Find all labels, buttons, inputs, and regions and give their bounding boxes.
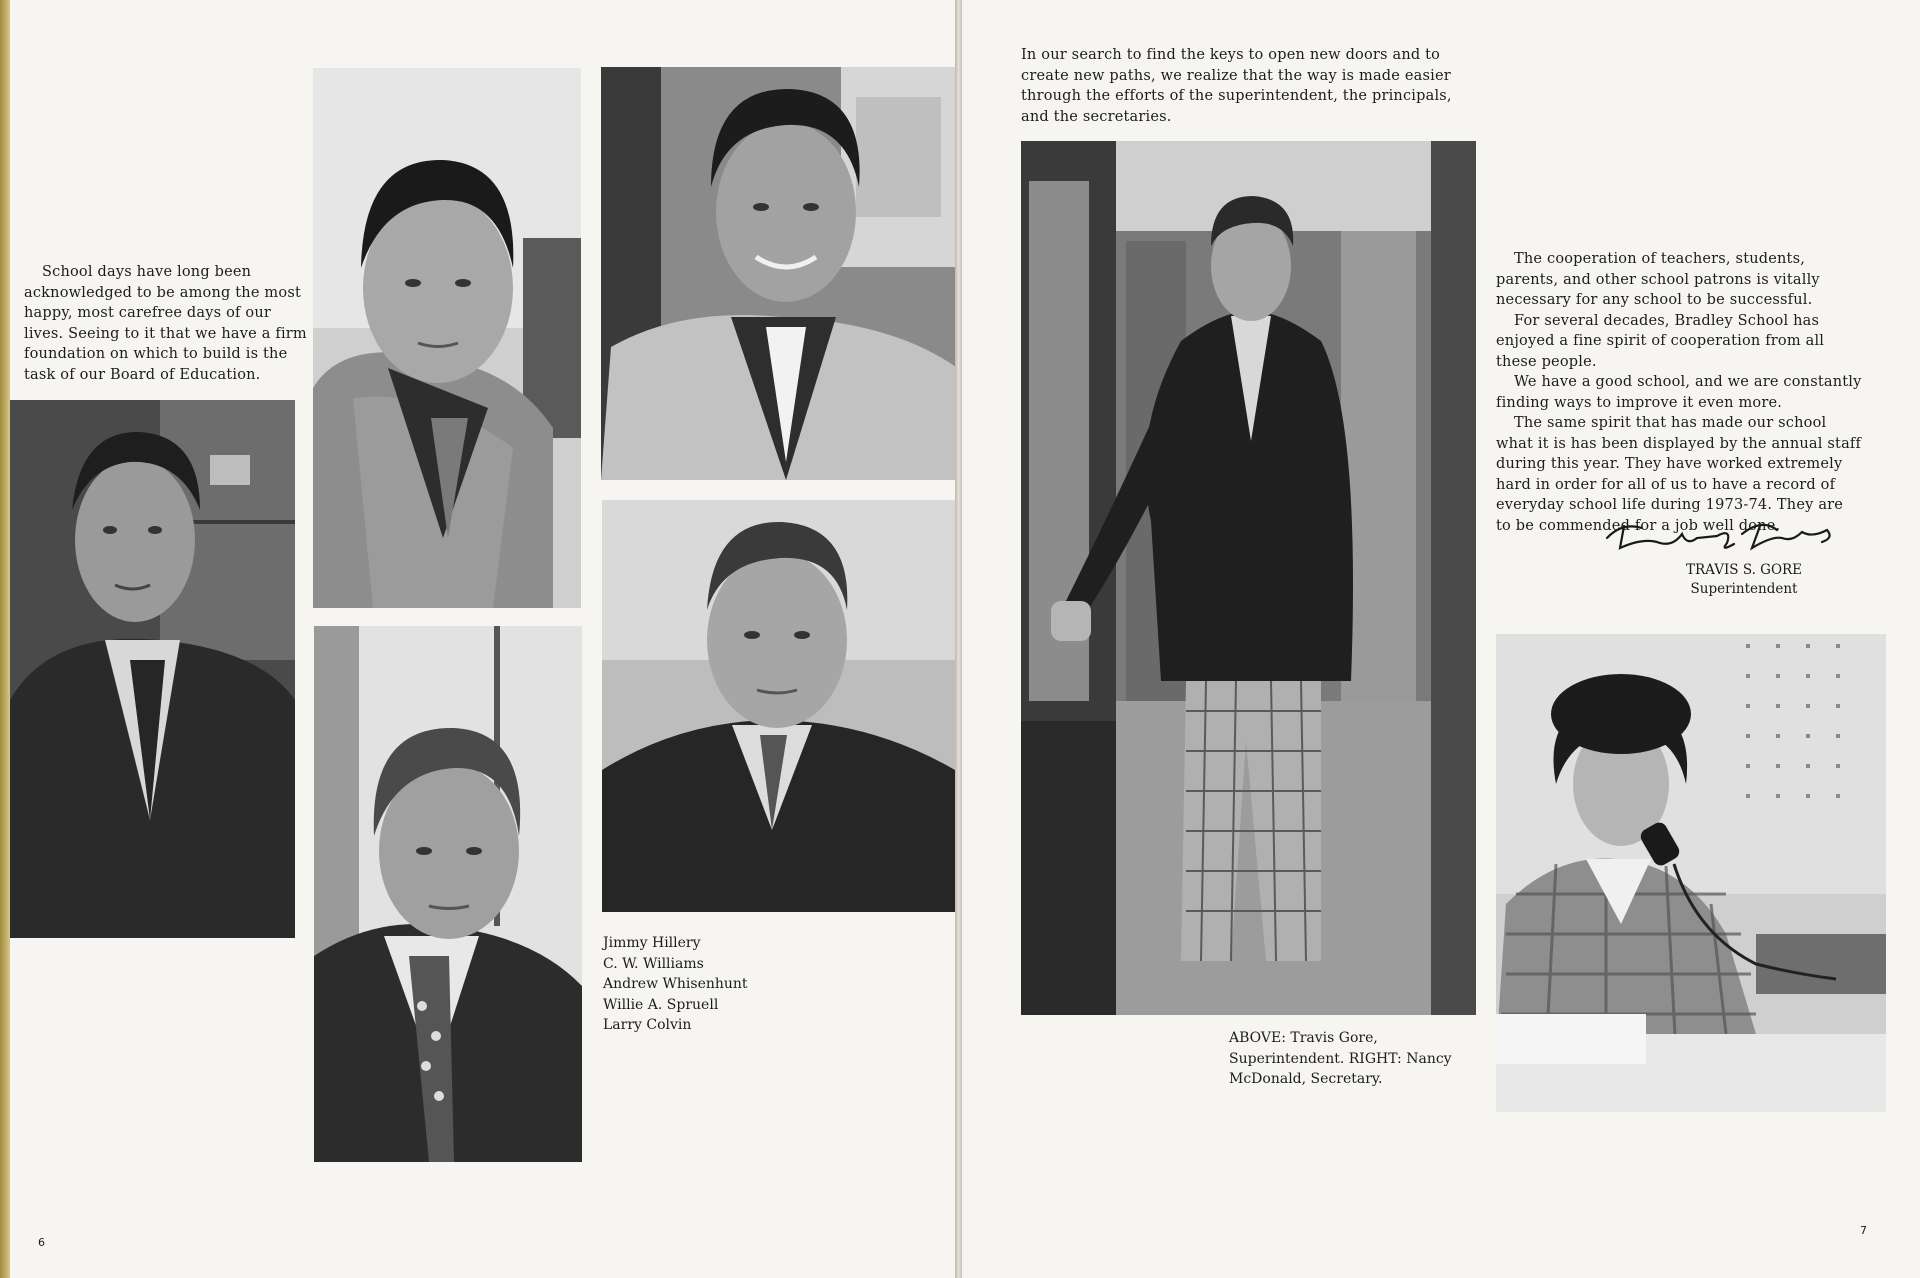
letter-paragraph: For several decades, Bradley School has enjoyed a fine spirit of cooperation from all these people. (1496, 312, 1825, 370)
letter-paragraph: The cooperation of teachers, students, parents, and other school patrons is vitally necessary for any school to be successful. (1496, 251, 1820, 308)
left-page (10, 0, 955, 1278)
photo-caption: ABOVE: Travis Gore, Superintendent. RIGHT: Nancy McDonald, Secretary. (1229, 1030, 1452, 1087)
signature-name: TRAVIS S. GORE (1685, 562, 1803, 578)
book-gutter (955, 0, 962, 1278)
signature-block (1684, 561, 1804, 599)
board-member-name: Willie A. Spruell (603, 996, 719, 1013)
board-member-name: Jimmy Hillery (603, 935, 701, 951)
signature-title: Superintendent (1690, 581, 1798, 597)
photo-secretary (1496, 634, 1886, 1112)
page-number-right: 7 (1860, 1224, 1867, 1237)
board-member-name: Andrew Whisenhunt (603, 976, 748, 992)
photo-board-member-4 (314, 626, 582, 1162)
right-page (962, 0, 1920, 1278)
superintendent-letter (1496, 249, 1862, 536)
board-member-names (603, 933, 748, 1036)
board-member-name: Larry Colvin (603, 1017, 692, 1033)
letter-paragraph: We have a good school, and we are constantly finding ways to improve it even more. (1496, 374, 1862, 411)
photo-superintendent (1021, 141, 1476, 1015)
book-edge (0, 0, 10, 1278)
photo-board-member-1 (10, 400, 295, 938)
photo-board-member-5 (602, 500, 955, 912)
page-number-left: 6 (38, 1236, 45, 1249)
board-member-name: C. W. Williams (603, 955, 704, 972)
photo-board-member-3 (601, 67, 956, 480)
staff-intro-text: In our search to find the keys to open new doors and to create new paths, we realize that the way is made easier through the efforts of the superintendent, the principals, and the secretaries. (1021, 47, 1452, 125)
superintendent-signature (1602, 508, 1842, 558)
board-intro-text: School days have long been acknowledged to be among the most happy, most carefree days of our lives. Seeing to it that we have a firm foundation on which to build is the task of our Board of Education. (24, 264, 307, 383)
photo-board-member-2 (313, 68, 581, 608)
letter-paragraph: The same spirit that has made our school what it is has been displayed by the annual staff during this year. They have worked extremely hard in order for all of us to have a record of everyday school life during 1973-74. They are to be commended for a job well done. (1496, 415, 1862, 534)
